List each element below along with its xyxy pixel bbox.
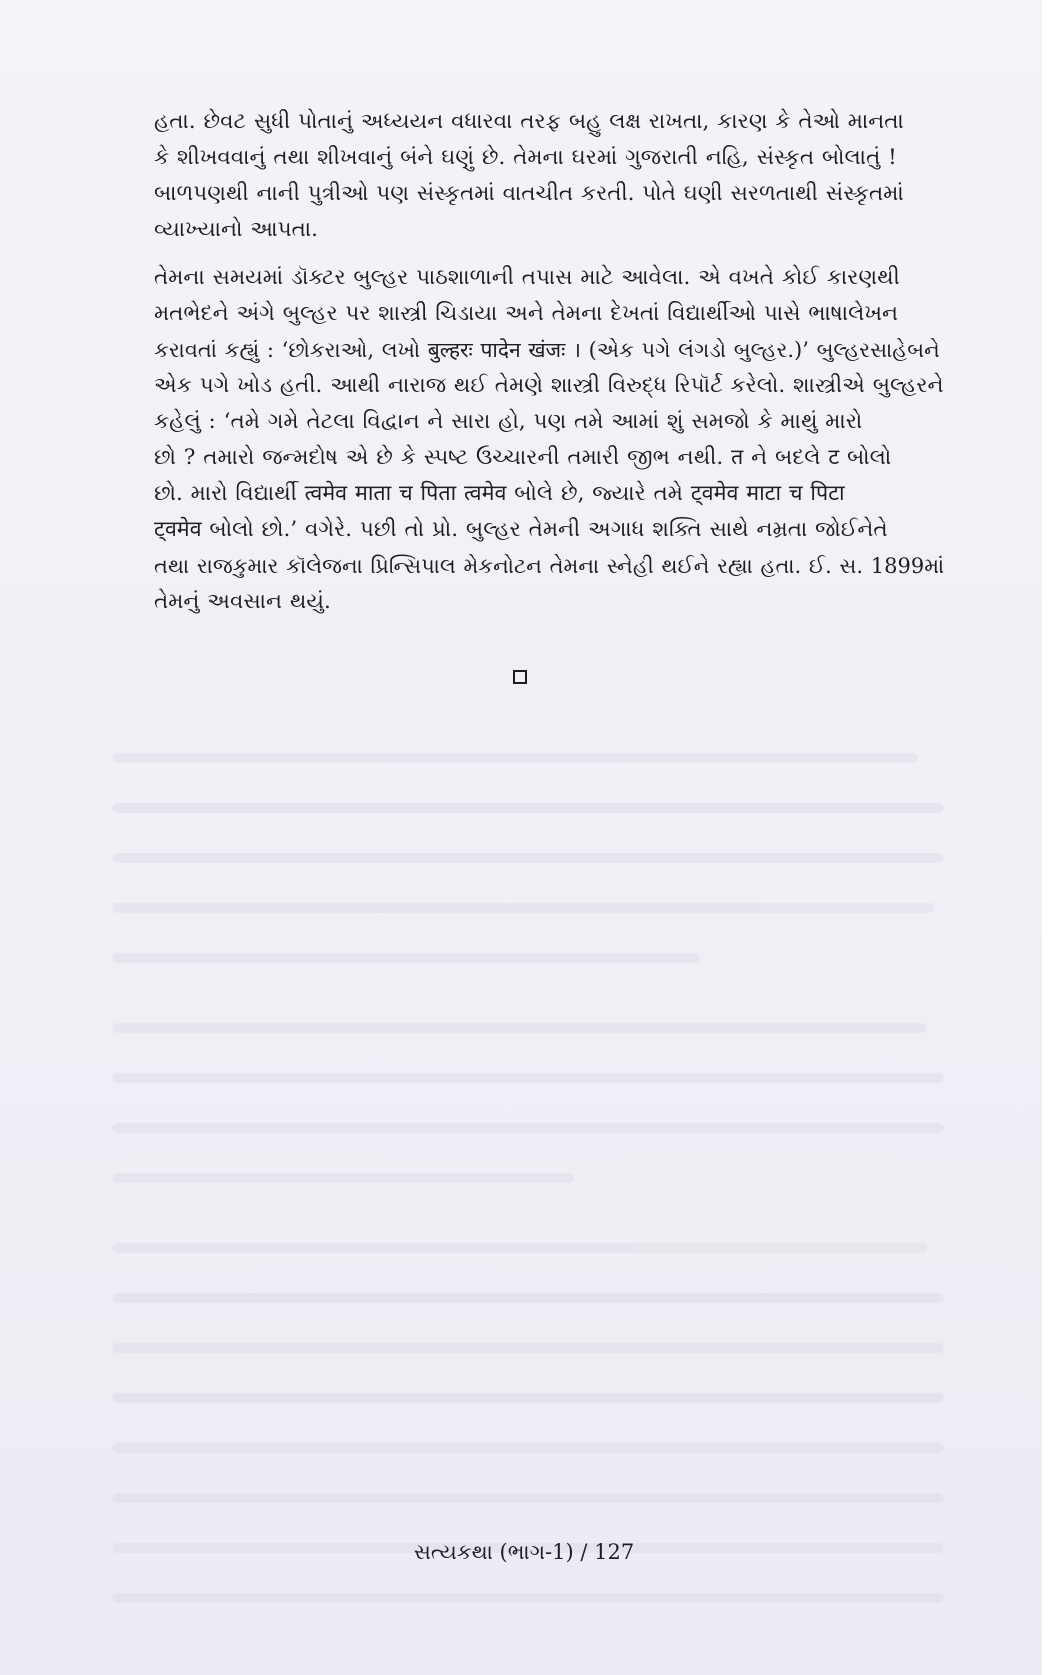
text-line: કે શીખવવાનું તથા શીખવાનું બંને ઘણું છે. તેમના ઘરમાં ગુજરાતી નહિ, સંસ્કૃત બોલાતું ! — [154, 145, 897, 170]
text-line: હતા. છેવટ સુધી પોતાનું અધ્યયન વધારવા તરફ બહુ લક્ષ રાખતા, કારણ કે તેઓ માનતા — [154, 109, 904, 134]
text-line: ट्वमेव બોલો છો.’ વગેરે. પછી તો પ્રો. બુલ્હર તેમની અગાધ શક્તિ સાથે નમ્રતા જોઈનેતે — [154, 517, 888, 542]
section-end-square-icon — [513, 670, 527, 684]
paragraph-2 — [154, 260, 944, 620]
text-line: છો ? તમારો જન્મદોષ એ છે કે સ્પષ્ટ ઉચ્ચારની તમારી જીભ નથી. त ને બદલે ट બોલો — [154, 445, 892, 470]
text-line: કરાવતાં કહ્યું : ‘છોકરાઓ, લખો बुल्हरः पादेन खंजः । (એક પગે લંગડો બુલ્હર.)’ બુલ્હરસાહેબને — [154, 338, 940, 362]
text-line: બાળપણથી નાની પુત્રીઓ પણ સંસ્કૃતમાં વાતચીત કરતી. પોતે ઘણી સરળતાથી સંસ્કૃતમાં — [154, 181, 904, 206]
body-text — [154, 104, 944, 632]
text-line: કહેલું : ‘તમે ગમે તેટલા વિદ્વાન ને સારા હો, પણ તમે આમાં શું સમજો કે માથું મારો — [154, 409, 863, 434]
text-line: મતભેદને અંગે બુલ્હર પર શાસ્ત્રી ચિડાયા અને તેમના દેખતાં વિદ્યાર્થીઓ પાસે ભાષાલેખન — [154, 301, 899, 326]
page-footer: સત્યકથા (ભાગ-1) / 127 — [413, 1540, 635, 1564]
text-line: તેમનું અવસાન થયું. — [154, 589, 331, 614]
text-line: તેમના સમયમાં ડૉક્ટર બુલ્હર પાઠશાળાની તપાસ માટે આવેલા. એ વખતે કોઈ કારણથી — [154, 265, 900, 290]
text-line: તથા રાજકુમાર કૉલેજના પ્રિન્સિપાલ મેકનોટન તેમના સ્નેહી થઈને રહ્યા હતા. ઈ. સ. 1899માં — [154, 554, 945, 578]
text-line: છો. મારો વિદ્યાર્થી त्वमेव माता च पिता त्वमेव બોલે છે, જ્યારે તમે ट्वमेव माटा च पिटा — [154, 481, 845, 506]
text-line: એક પગે ખોડ હતી. આથી નારાજ થઈ તેમણે શાસ્ત્રી વિરુદ્ધ રિપૉર્ટ કરેલો. શાસ્ત્રીએ બુલ્હરને — [154, 373, 944, 398]
paragraph-1 — [154, 104, 944, 248]
page-edge — [1042, 0, 1048, 1675]
text-line: વ્યાખ્યાનો આપતા. — [154, 217, 318, 242]
